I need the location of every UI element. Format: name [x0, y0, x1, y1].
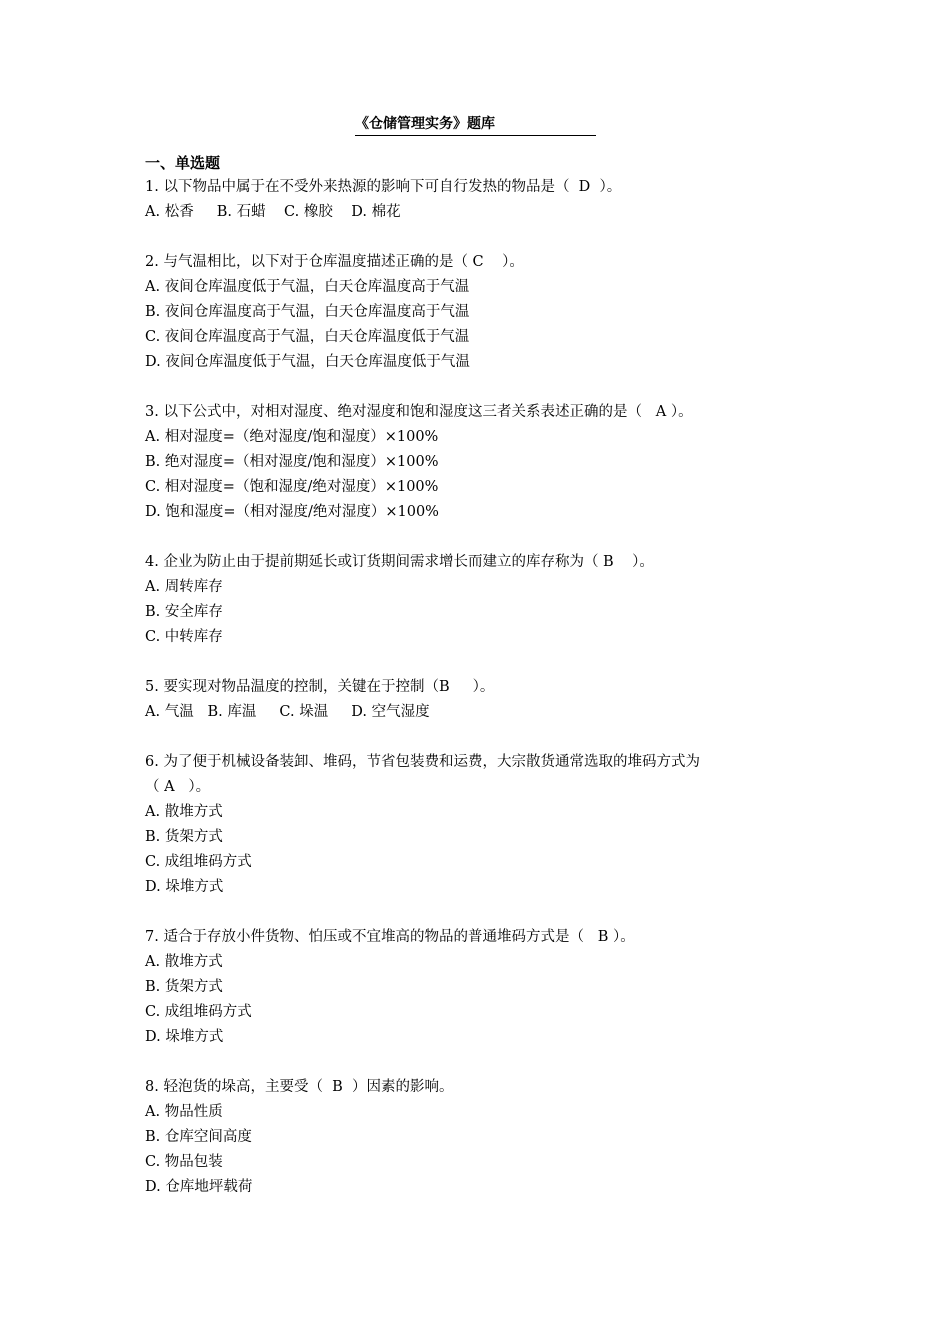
question-stem: 3. 以下公式中，对相对湿度、绝对湿度和饱和湿度这三者关系表述正确的是（ A ）。 — [145, 404, 693, 420]
question-block — [145, 400, 825, 525]
question-spacer — [145, 650, 825, 675]
option-line: C. 夜间仓库温度高于气温，白天仓库温度低于气温 — [145, 329, 470, 345]
option-line: A. 夜间仓库温度低于气温，白天仓库温度高于气温 — [145, 279, 470, 295]
document-title: 《仓储管理实务》题库 — [355, 116, 495, 132]
question-stem: 1. 以下物品中属于在不受外来热源的影响下可自行发热的物品是（ D ）。 — [145, 179, 622, 195]
option-line: A. 散堆方式 — [145, 954, 223, 970]
question-block — [145, 750, 825, 900]
question-block — [145, 675, 825, 725]
option-line: C. 成组堆码方式 — [145, 1004, 252, 1020]
question-list — [145, 175, 825, 1200]
option-line: D. 垛堆方式 — [145, 1029, 224, 1045]
question-stem: 4. 企业为防止由于提前期延长或订货期间需求增长而建立的库存称为（ B ）。 — [145, 554, 654, 570]
question-spacer — [145, 375, 825, 400]
option-line: A. 周转库存 — [145, 579, 223, 595]
option-line: A. 物品性质 — [145, 1104, 223, 1120]
question-spacer — [145, 725, 825, 750]
section-heading: 一、单选题 — [145, 154, 221, 172]
option-line: C. 中转库存 — [145, 629, 223, 645]
option-line: A. 散堆方式 — [145, 804, 223, 820]
option-line: A. 气温 B. 库温 C. 垛温 D. 空气湿度 — [145, 704, 430, 720]
question-stem: 2. 与气温相比，以下对于仓库温度描述正确的是（ C ）。 — [145, 254, 524, 270]
question-stem-continued: （ A ）。 — [145, 779, 211, 795]
question-stem: 5. 要实现对物品温度的控制，关键在于控制（B ）。 — [145, 679, 495, 695]
option-line: B. 货架方式 — [145, 979, 223, 995]
question-stem: 6. 为了便于机械设备装卸、堆码，节省包装费和运费，大宗散货通常选取的堆码方式为 — [145, 754, 700, 770]
option-line: C. 成组堆码方式 — [145, 854, 252, 870]
option-line: D. 夜间仓库温度低于气温，白天仓库温度低于气温 — [145, 354, 470, 370]
question-block — [145, 250, 825, 375]
option-line: D. 仓库地坪载荷 — [145, 1179, 253, 1195]
option-line: A. 相对湿度=（绝对湿度/饱和湿度）×100% — [145, 429, 439, 445]
option-line: C. 物品包装 — [145, 1154, 223, 1170]
question-block — [145, 550, 825, 650]
option-line: B. 夜间仓库温度高于气温，白天仓库温度高于气温 — [145, 304, 470, 320]
question-spacer — [145, 525, 825, 550]
option-line: C. 相对湿度=（饱和湿度/绝对湿度）×100% — [145, 479, 439, 495]
question-block — [145, 925, 825, 1050]
question-block — [145, 1075, 825, 1200]
question-spacer — [145, 225, 825, 250]
question-stem: 8. 轻泡货的垛高，主要受（ B ）因素的影响。 — [145, 1079, 454, 1095]
option-line: A. 松香 B. 石蜡 C. 橡胶 D. 棉花 — [145, 204, 401, 220]
question-block — [145, 175, 825, 225]
option-line: B. 仓库空间高度 — [145, 1129, 252, 1145]
question-spacer — [145, 1050, 825, 1075]
question-stem: 7. 适合于存放小件货物、怕压或不宜堆高的物品的普通堆码方式是（ B ）。 — [145, 929, 635, 945]
option-line: B. 货架方式 — [145, 829, 223, 845]
option-line: D. 垛堆方式 — [145, 879, 224, 895]
option-line: B. 绝对湿度=（相对湿度/饱和湿度）×100% — [145, 454, 439, 470]
question-spacer — [145, 900, 825, 925]
title-underline — [355, 135, 596, 136]
option-line: B. 安全库存 — [145, 604, 223, 620]
option-line: D. 饱和湿度=（相对湿度/绝对湿度）×100% — [145, 504, 439, 520]
